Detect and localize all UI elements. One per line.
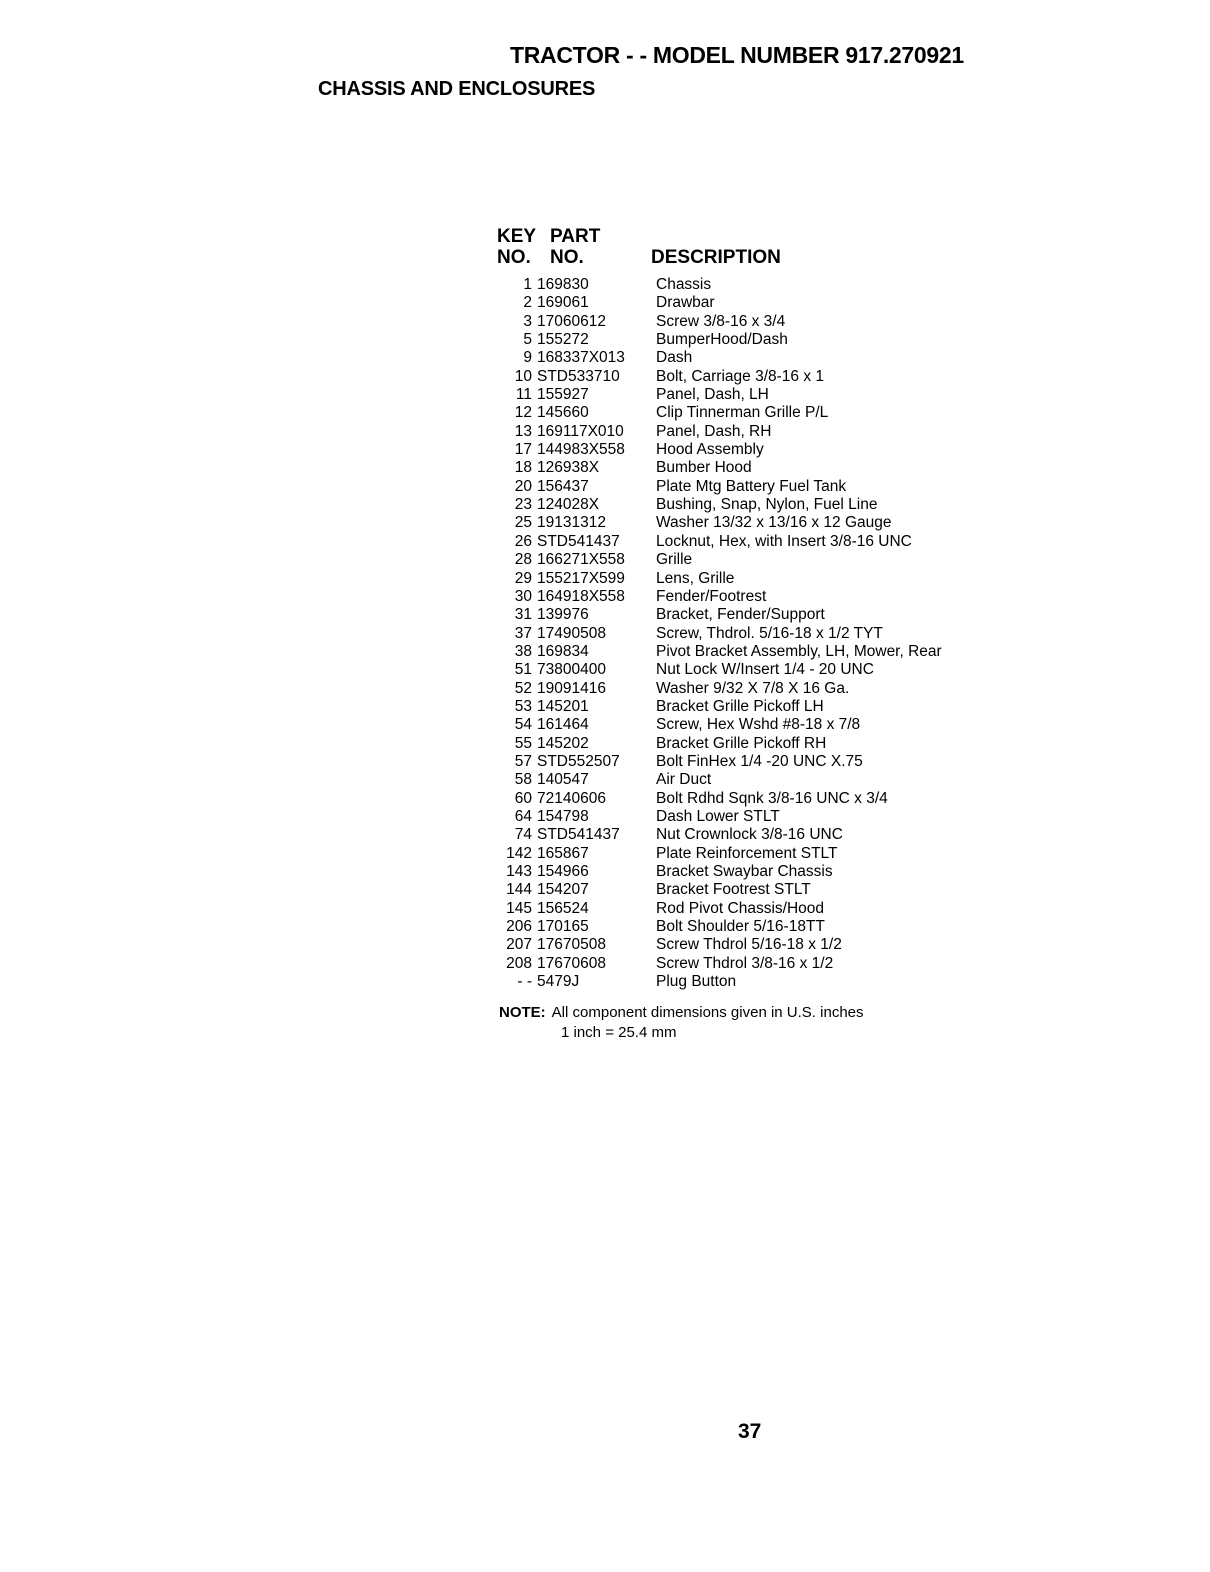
- table-row: [490, 276, 990, 294]
- part-description: Plate Mtg Battery Fuel Tank: [656, 477, 847, 495]
- key-no: 31: [514, 606, 532, 624]
- key-no: 51: [514, 661, 532, 679]
- note-label: NOTE:: [499, 1004, 546, 1021]
- part-no: 170165: [537, 918, 589, 936]
- table-row: [490, 863, 990, 881]
- key-no: 11: [515, 386, 532, 404]
- table-row: [490, 588, 990, 606]
- part-no: 155217X599: [537, 569, 625, 587]
- note-conversion: 1 inch = 25.4 mm: [561, 1024, 677, 1041]
- part-no: 72140606: [537, 789, 606, 807]
- part-description: Bolt Rdhd Sqnk 3/8-16 UNC x 3/4: [656, 789, 888, 807]
- part-no: STD533710: [537, 367, 620, 385]
- key-no: 54: [514, 716, 532, 734]
- part-description: Bracket Grille Pickoff RH: [656, 734, 827, 752]
- part-no: 168337X013: [537, 349, 625, 367]
- table-row: [490, 936, 990, 954]
- section-title: CHASSIS AND ENCLOSURES: [318, 78, 596, 100]
- part-description: Air Duct: [656, 771, 712, 789]
- table-row: [490, 441, 990, 459]
- part-description: Bracket Grille Pickoff LH: [656, 697, 824, 715]
- table-row: [490, 313, 990, 331]
- key-no: 143: [506, 863, 532, 880]
- part-no: 169830: [537, 276, 589, 293]
- part-no: 17670508: [537, 936, 606, 954]
- table-row: [490, 386, 990, 404]
- table-row: [490, 753, 990, 771]
- table-row: [490, 881, 990, 899]
- key-no: 23: [514, 496, 532, 514]
- parts-table: [490, 276, 990, 991]
- table-row: [490, 606, 990, 624]
- note-text: All component dimensions given in U.S. inches: [551, 1004, 864, 1021]
- part-description: Nut Crownlock 3/8-16 UNC: [656, 826, 843, 844]
- table-row: [490, 826, 990, 844]
- part-no: 17670608: [537, 954, 606, 972]
- key-no: 12: [514, 404, 532, 422]
- part-no: 17060612: [537, 312, 606, 330]
- part-no: 145202: [537, 734, 589, 752]
- table-row: [490, 680, 990, 698]
- table-row: [490, 643, 990, 661]
- key-no: 5: [523, 331, 532, 349]
- part-no: 165867: [537, 844, 589, 862]
- key-no: 20: [514, 477, 532, 495]
- part-description: Plug Button: [656, 973, 737, 991]
- key-no: 26: [514, 532, 532, 550]
- col-description-header: DESCRIPTION: [651, 247, 781, 268]
- part-no: 126938X: [537, 459, 600, 477]
- part-no: STD552507: [537, 752, 620, 770]
- part-description: Screw, Hex Wshd #8-18 x 7/8: [656, 716, 861, 734]
- part-no: 154966: [537, 863, 589, 880]
- col-part-header-line1: PART: [550, 226, 601, 247]
- part-description: Fender/Footrest: [656, 587, 767, 605]
- part-description: Washer 13/32 x 13/16 x 12 Gauge: [656, 514, 892, 532]
- part-no: 169061: [537, 294, 589, 312]
- part-no: 140547: [537, 771, 589, 789]
- part-description: Dash Lower STLT: [656, 807, 780, 825]
- part-description: Drawbar: [656, 294, 715, 312]
- part-description: Hood Assembly: [656, 441, 764, 459]
- table-row: [490, 900, 990, 918]
- part-description: Rod Pivot Chassis/Hood: [656, 899, 824, 917]
- part-description: Bushing, Snap, Nylon, Fuel Line: [656, 496, 878, 514]
- table-row: [490, 294, 990, 312]
- part-no: 154207: [537, 881, 589, 899]
- part-description: Chassis: [656, 276, 712, 293]
- table-row: [490, 918, 990, 936]
- part-no: 19091416: [537, 679, 606, 697]
- key-no: 64: [514, 807, 532, 825]
- key-no: - -: [517, 973, 532, 991]
- part-no: 145660: [537, 404, 589, 422]
- part-description: Grille: [656, 551, 693, 569]
- part-description: Washer 9/32 X 7/8 X 16 Ga.: [656, 679, 850, 697]
- table-row: [490, 551, 990, 569]
- col-key-header-line1: KEY: [497, 226, 537, 247]
- key-no: 38: [514, 642, 532, 660]
- part-description: Plate Reinforcement STLT: [656, 844, 838, 862]
- key-no: 18: [514, 459, 532, 477]
- key-no: 2: [523, 294, 532, 312]
- table-row: [490, 514, 990, 532]
- table-row: [490, 404, 990, 422]
- part-no: 161464: [537, 716, 589, 734]
- part-no: 169117X010: [537, 422, 624, 440]
- part-description: Locknut, Hex, with Insert 3/8-16 UNC: [656, 532, 912, 550]
- table-row: [490, 570, 990, 588]
- part-description: Bracket Footrest STLT: [656, 881, 811, 899]
- table-row: [490, 368, 990, 386]
- key-no: 9: [523, 349, 532, 367]
- part-no: 19131312: [537, 514, 606, 532]
- table-row: [490, 698, 990, 716]
- table-row: [490, 771, 990, 789]
- part-description: Dash: [656, 349, 693, 367]
- key-no: 3: [523, 312, 532, 330]
- table-row: [490, 423, 990, 441]
- part-no: 156524: [537, 899, 589, 917]
- part-no: 5479J: [537, 973, 580, 991]
- key-no: 1: [523, 276, 532, 293]
- part-description: Bracket, Fender/Support: [656, 606, 825, 624]
- part-no: 139976: [537, 606, 589, 624]
- key-no: 57: [514, 752, 532, 770]
- table-row: [490, 496, 990, 514]
- key-no: 55: [514, 734, 532, 752]
- part-description: Panel, Dash, LH: [656, 386, 769, 404]
- key-no: 207: [506, 936, 532, 954]
- key-no: 206: [506, 918, 532, 936]
- part-no: 166271X558: [537, 551, 625, 569]
- table-row: [490, 661, 990, 679]
- key-no: 52: [514, 679, 532, 697]
- part-no: 169834: [537, 642, 589, 660]
- key-no: 74: [514, 826, 532, 844]
- table-row: [490, 716, 990, 734]
- key-no: 142: [506, 844, 532, 862]
- table-row: [490, 533, 990, 551]
- part-no: 144983X558: [537, 441, 625, 459]
- part-description: Screw Thdrol 5/16-18 x 1/2: [656, 936, 842, 954]
- key-no: 17: [514, 441, 532, 459]
- table-row: [490, 973, 990, 991]
- key-no: 25: [514, 514, 532, 532]
- key-no: 30: [514, 587, 532, 605]
- key-no: 37: [514, 624, 532, 642]
- part-description: Screw, Thdrol. 5/16-18 x 1/2 TYT: [656, 624, 883, 642]
- part-no: 145201: [537, 697, 589, 715]
- part-description: Clip Tinnerman Grille P/L: [656, 404, 829, 422]
- page-title: TRACTOR - - MODEL NUMBER 917.270921: [510, 42, 964, 68]
- part-description: Screw Thdrol 3/8-16 x 1/2: [656, 954, 834, 972]
- part-description: Bolt Shoulder 5/16-18TT: [656, 918, 825, 936]
- part-no: 164918X558: [537, 587, 625, 605]
- part-no: 155272: [537, 331, 589, 349]
- key-no: 13: [514, 422, 532, 440]
- part-description: Bolt, Carriage 3/8-16 x 1: [656, 367, 825, 385]
- key-no: 208: [506, 954, 532, 972]
- part-no: 154798: [537, 807, 589, 825]
- part-description: Panel, Dash, RH: [656, 422, 772, 440]
- part-description: Screw 3/8-16 x 3/4: [656, 312, 786, 330]
- key-no: 144: [506, 881, 532, 899]
- key-no: 28: [514, 551, 532, 569]
- key-no: 29: [514, 569, 532, 587]
- key-no: 53: [514, 697, 532, 715]
- col-key-header-line2: NO.: [497, 247, 531, 268]
- table-row: [490, 478, 990, 496]
- part-description: Pivot Bracket Assembly, LH, Mower, Rear: [656, 642, 942, 660]
- table-row: [490, 459, 990, 477]
- part-no: 73800400: [537, 661, 606, 679]
- part-no: STD541437: [537, 532, 620, 550]
- table-row: [490, 845, 990, 863]
- note: [499, 1004, 864, 1021]
- key-no: 58: [514, 771, 532, 789]
- part-description: Bracket Swaybar Chassis: [656, 863, 833, 880]
- part-description: Lens, Grille: [656, 569, 735, 587]
- part-description: Bolt FinHex 1/4 -20 UNC X.75: [656, 752, 863, 770]
- table-row: [490, 808, 990, 826]
- key-no: 145: [506, 899, 532, 917]
- table-row: [490, 955, 990, 973]
- table-row: [490, 331, 990, 349]
- key-no: 10: [514, 367, 532, 385]
- part-no: 155927: [537, 386, 589, 404]
- part-no: 17490508: [537, 624, 606, 642]
- table-row: [490, 790, 990, 808]
- part-no: 124028X: [537, 496, 600, 514]
- part-no: STD541437: [537, 826, 620, 844]
- part-description: Bumber Hood: [656, 459, 752, 477]
- part-description: BumperHood/Dash: [656, 331, 788, 349]
- table-row: [490, 349, 990, 367]
- table-row: [490, 625, 990, 643]
- part-description: Nut Lock W/Insert 1/4 - 20 UNC: [656, 661, 874, 679]
- part-no: 156437: [537, 477, 589, 495]
- key-no: 60: [514, 789, 532, 807]
- page-number: 37: [738, 1420, 762, 1443]
- table-row: [490, 735, 990, 753]
- col-part-header-line2: NO.: [550, 247, 584, 268]
